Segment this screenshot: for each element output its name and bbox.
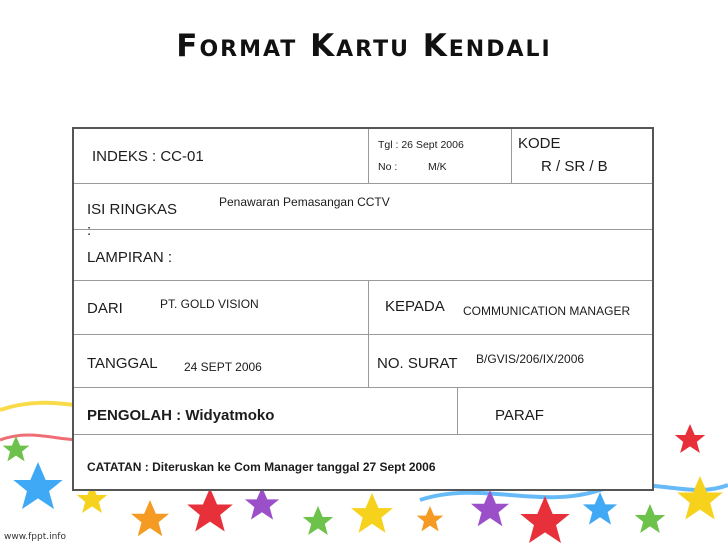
star-icon xyxy=(187,488,233,531)
isi-label: ISI RINGKAS xyxy=(87,201,178,218)
isi-value: Penawaran Pemasangan CCTV xyxy=(219,195,390,209)
dari-label: DARI xyxy=(87,300,123,317)
star-icon xyxy=(3,436,30,461)
star-icon xyxy=(351,493,393,533)
kepada-value: COMMUNICATION MANAGER xyxy=(463,304,631,318)
pengolah-text: PENGOLAH : Widyatmoko xyxy=(87,407,275,424)
no-value: M/K xyxy=(428,161,447,173)
card-row-lampiran xyxy=(74,230,652,281)
card-row-tanggal xyxy=(74,335,652,388)
indeks-text: INDEKS : CC-01 xyxy=(92,148,204,165)
no-label: No : xyxy=(378,161,398,173)
lampiran-label: LAMPIRAN : xyxy=(87,249,173,266)
page-title: Format Kartu Kendali xyxy=(176,28,552,64)
star-icon xyxy=(417,506,444,531)
star-icon xyxy=(303,506,333,535)
dari-value: PT. GOLD VISION xyxy=(160,297,259,311)
isi-colon: : xyxy=(87,222,92,239)
tanggal-label: TANGGAL xyxy=(87,355,158,372)
nosurat-value: B/GVIS/206/IX/2006 xyxy=(476,352,585,366)
card-row-catatan xyxy=(74,435,652,491)
star-icon xyxy=(13,462,62,509)
card-row-pengolah xyxy=(74,388,652,435)
star-icon xyxy=(635,504,665,533)
tanggal-value: 24 SEPT 2006 xyxy=(184,360,262,374)
footer-url: www.fppt.info xyxy=(4,532,66,542)
star-icon xyxy=(245,487,279,520)
kode-label: KODE xyxy=(518,135,561,152)
card-row-header xyxy=(74,129,652,184)
star-icon xyxy=(131,500,169,536)
nosurat-label: NO. SURAT xyxy=(377,355,458,372)
kode-value: R / SR / B xyxy=(541,158,608,175)
kepada-label: KEPADA xyxy=(385,298,445,315)
card-row-dari xyxy=(74,281,652,335)
tgl-text: Tgl : 26 Sept 2006 xyxy=(378,139,464,151)
catatan-text: CATATAN : Diteruskan ke Com Manager tanggal 27 Sept 2006 xyxy=(87,460,436,474)
star-icon xyxy=(520,496,569,543)
card-row-isi xyxy=(74,184,652,239)
star-icon xyxy=(675,424,705,453)
star-icon xyxy=(583,492,617,525)
paraf-label: PARAF xyxy=(495,407,544,424)
star-icon xyxy=(677,476,723,519)
control-card xyxy=(72,127,654,491)
